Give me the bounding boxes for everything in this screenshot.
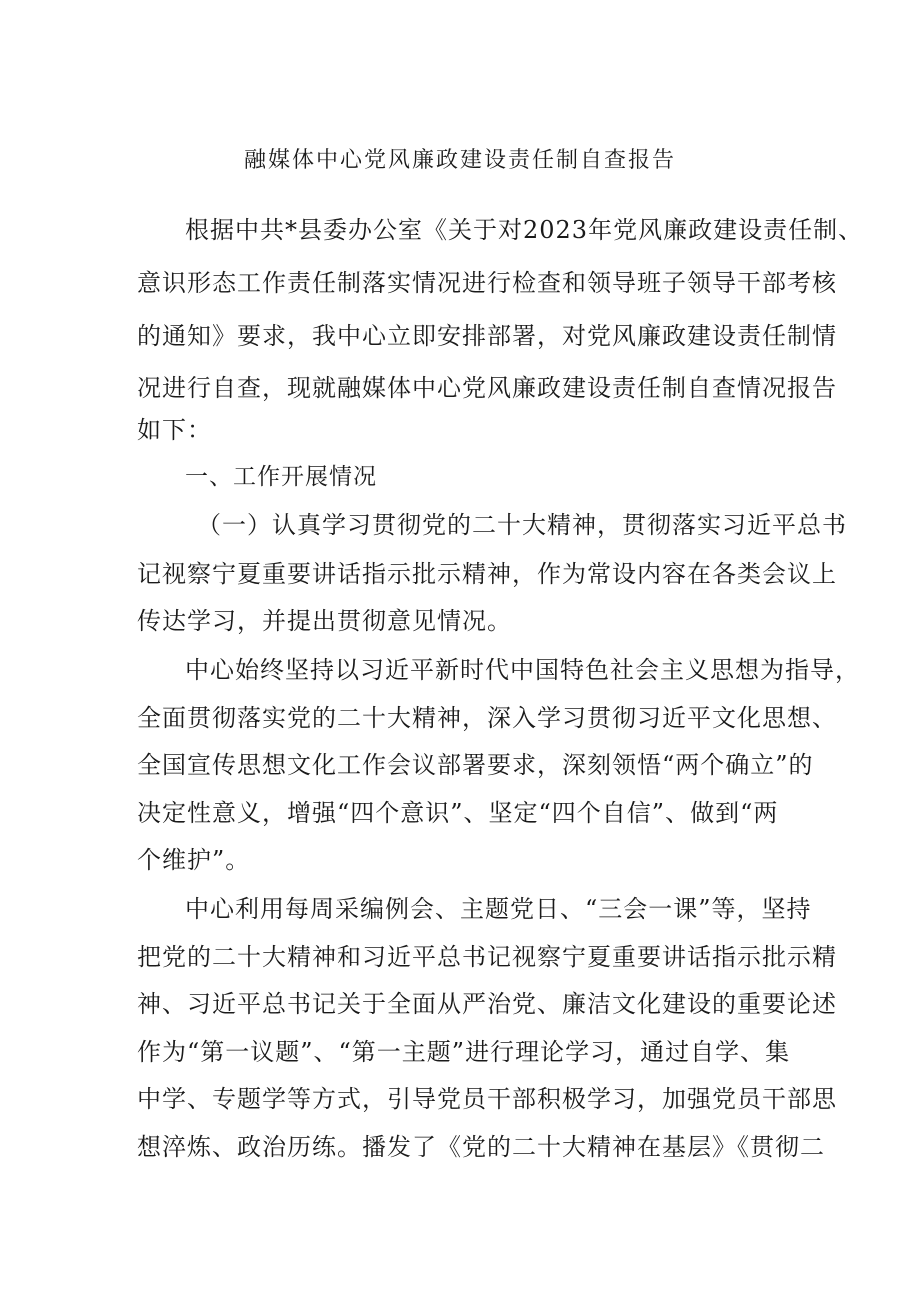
- para2-line-1: 中心始终坚持以习近平新时代中国特色社会主义思想为指导，: [185, 656, 860, 684]
- para3-line-3: 神、习近平总书记关于全面从严治党、廉洁文化建设的重要论述: [137, 990, 837, 1018]
- para2-line-4: 决定性意义，增强“四个意识”、坚定“四个自信”、做到“两: [137, 799, 779, 827]
- para2-line-5: 个维护”。: [137, 846, 251, 874]
- intro-line-4: 况进行自查，现就融媒体中心党风廉政建设责任制自查情况报告: [137, 374, 837, 402]
- para3-line-1: 中心利用每周采编例会、主题党日、“三会一课”等，坚持: [185, 895, 812, 923]
- subsection-line-2: 记视察宁夏重要讲话指示批示精神，作为常设内容在各类会议上: [137, 560, 837, 588]
- subsection-line-3: 传达学习，并提出贯彻意见情况。: [137, 607, 512, 635]
- para3-line-6: 想淬炼、政治历练。播发了《党的二十大精神在基层》《贯彻二: [137, 1133, 825, 1161]
- page-title: 融媒体中心党风廉政建设责任制自查报告: [243, 148, 676, 173]
- subsection-line-1: （一）认真学习贯彻党的二十大精神，贯彻落实习近平总书: [197, 511, 847, 539]
- section-heading: 一、工作开展情况: [185, 464, 377, 490]
- para3-line-2: 把党的二十大精神和习近平总书记视察宁夏重要讲话指示批示精: [137, 943, 837, 971]
- intro-line-3: 的通知》要求，我中心立即安排部署，对党风廉政建设责任制情: [137, 322, 837, 350]
- para3-line-4: 作为“第一议题”、“第一主题”进行理论学习，通过自学、集: [137, 1038, 791, 1066]
- intro-line-5: 如下：: [137, 416, 212, 444]
- intro-line-2: 意识形态工作责任制落实情况进行检查和领导班子领导干部考核: [137, 269, 837, 297]
- para2-line-3: 全国宣传思想文化工作会议部署要求，深刻领悟“两个确立”的: [137, 751, 814, 779]
- para3-line-5: 中学、专题学等方式，引导党员干部积极学习，加强党员干部思: [137, 1085, 837, 1113]
- intro-line-1: 根据中共*县委办公室《关于对2023年党风廉政建设责任制、: [185, 216, 864, 244]
- para2-line-2: 全面贯彻落实党的二十大精神，深入学习贯彻习近平文化思想、: [137, 704, 837, 732]
